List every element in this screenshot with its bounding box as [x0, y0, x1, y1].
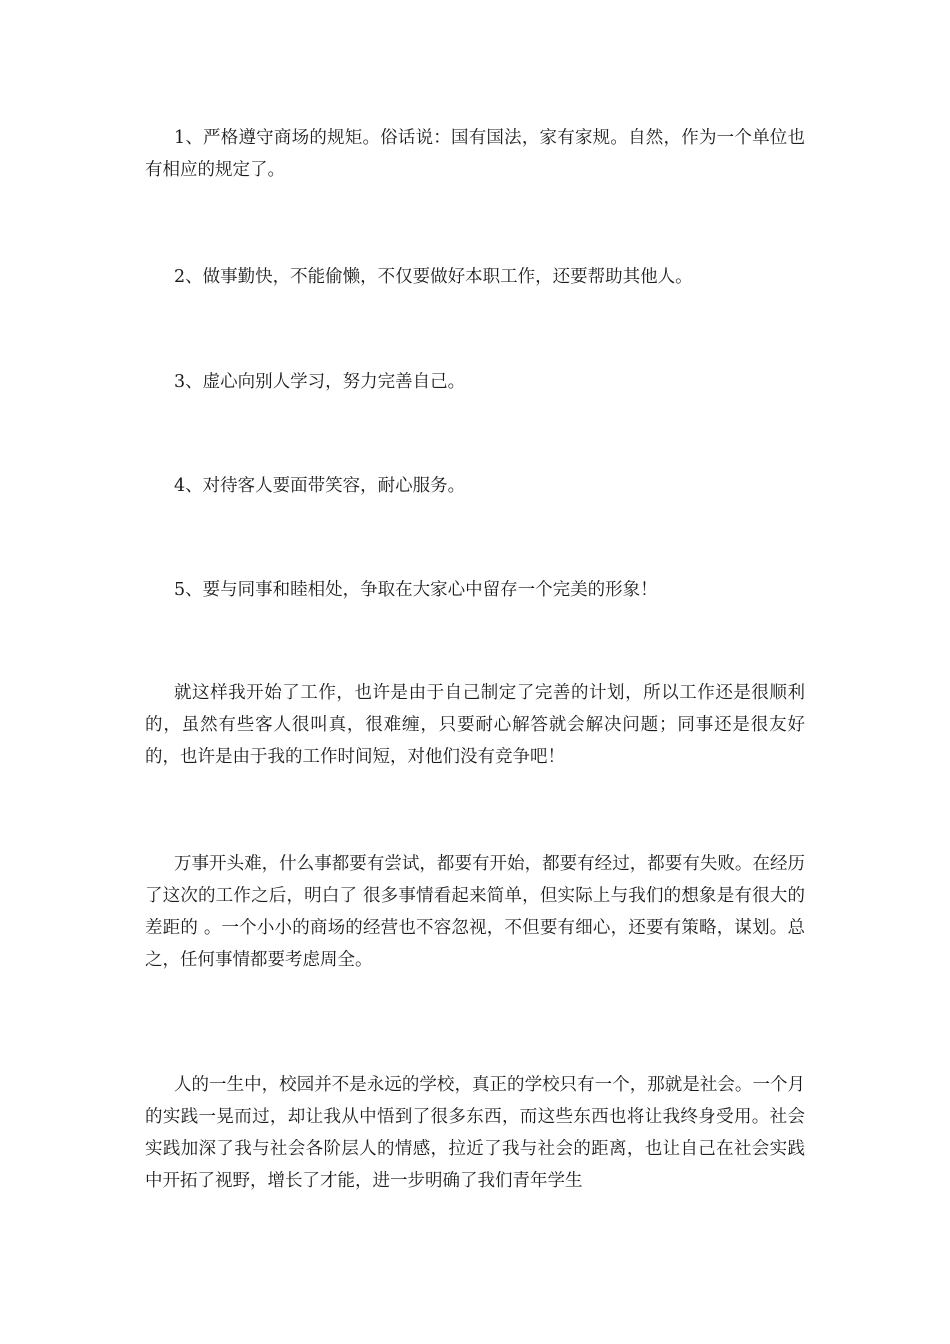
rule-paragraph-5: 5、要与同事和睦相处，争取在大家心中留存一个完美的形象！ — [174, 580, 658, 600]
body-paragraph-beginnings: 万事开头难，什么事都要有尝试，都要有开始，都要有经过，都要有失败。在经历了这次的工作之后，明白了 很多事情看起来简单，但实际上与我们的想象是有很大的差距的 。一个小小的商场的经营也不容忽视，不但要有细心，还要有策略，谋划。总之，任何事情都要考虑周全。 — [145, 854, 805, 970]
rule-paragraph-3: 3、虚心向别人学习，努力完善自己。 — [174, 372, 466, 392]
body-paragraph-work-start: 就这样我开始了工作，也许是由于自己制定了完善的计划，所以工作还是很顺利的，虽然有些客人很叫真，很难缠，只要耐心解答就会解决问题；同事还是很友好的，也许是由于我的工作时间短，对他们没有竞争吧！ — [145, 683, 805, 767]
rule-paragraph-4: 4、对待客人要面带笑容，耐心服务。 — [174, 476, 466, 496]
rule-paragraph-2: 2、做事勤快，不能偷懒，不仅要做好本职工作，还要帮助其他人。 — [174, 267, 693, 287]
body-paragraph-society: 人的一生中，校园并不是永远的学校，真正的学校只有一个，那就是社会。一个月的实践一晃而过，却让我从中悟到了很多东西，而这些东西也将让我终身受用。社会实践加深了我与社会各阶层人的情感，拉近了我与社会的距离，也让自己在社会实践中开拓了视野，增长了才能，进一步明确了我们青年学生 — [145, 1075, 805, 1191]
rule-paragraph-1: 1、严格遵守商场的规矩。俗话说：国有国法，家有家规。自然，作为一个单位也有相应的规定了。 — [145, 128, 805, 180]
